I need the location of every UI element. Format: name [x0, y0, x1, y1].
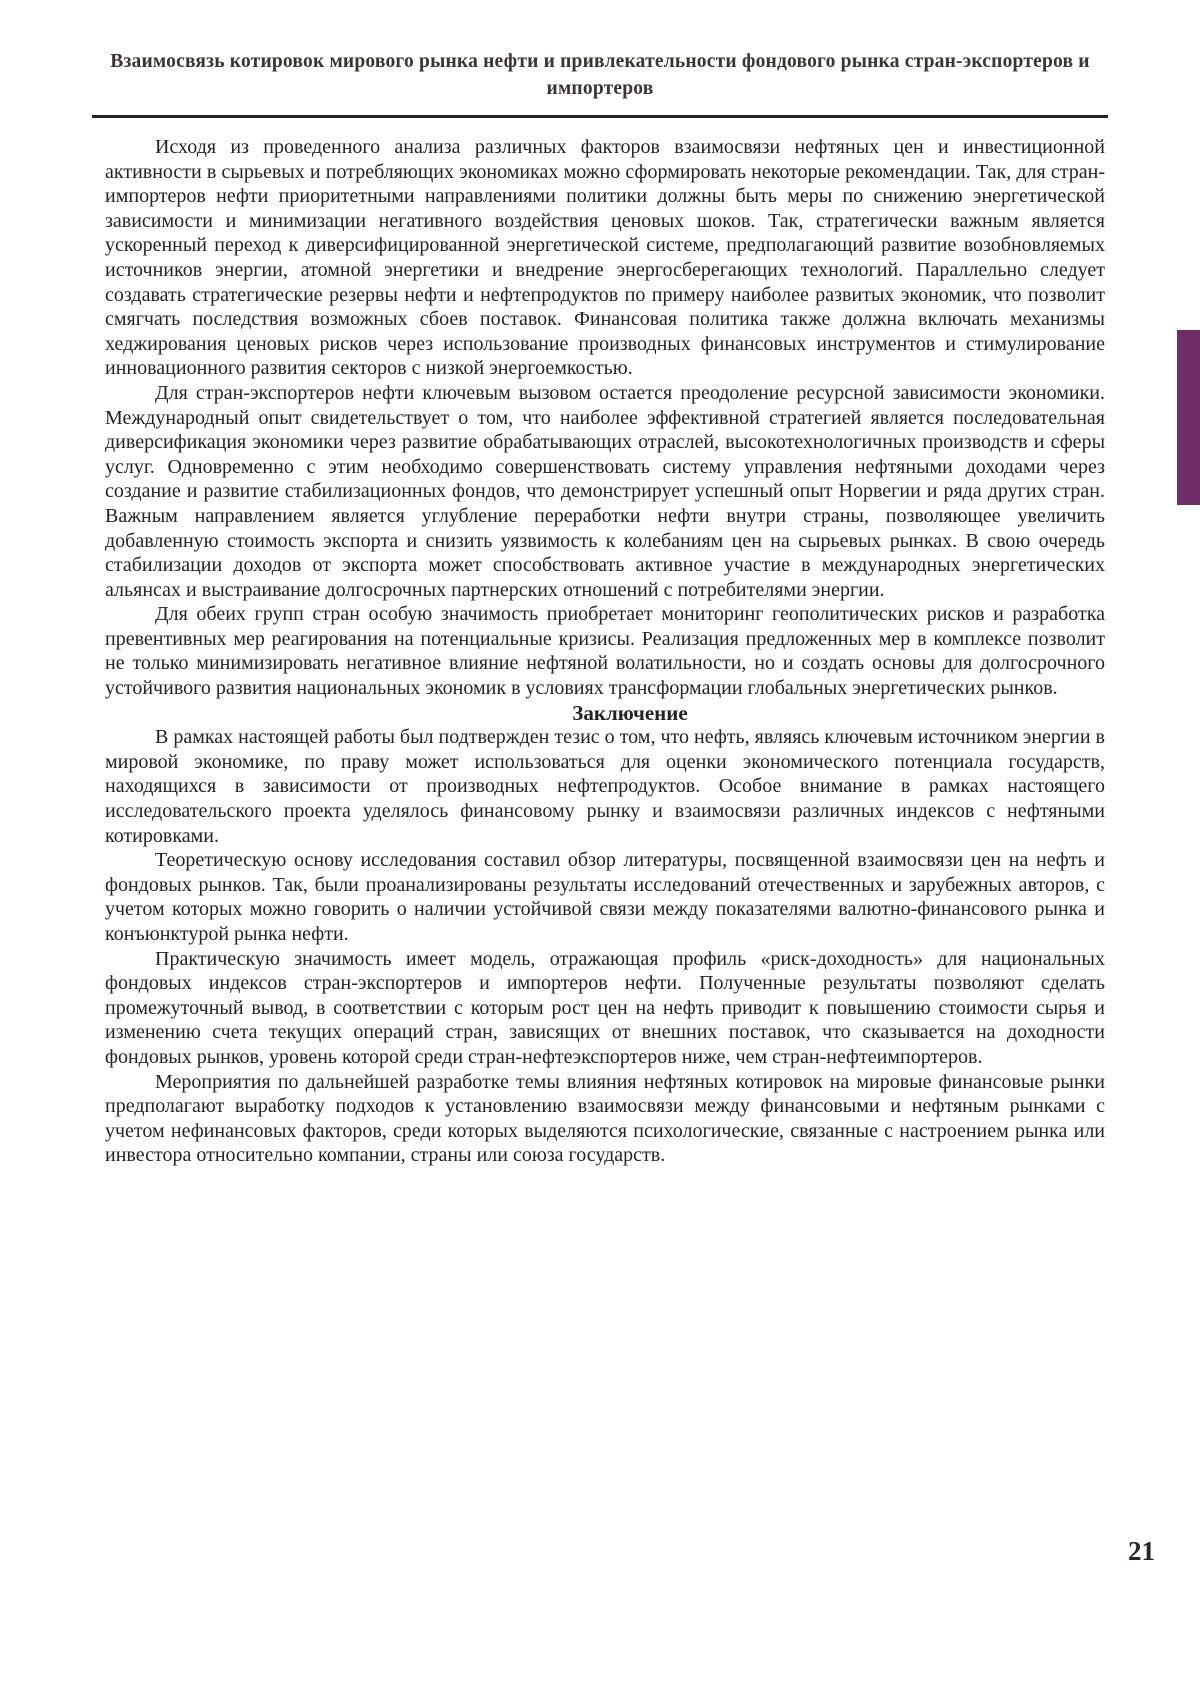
paragraph-recommendations-importers: Исходя из проведенного анализа различных факторов взаимосвязи нефтяных цен и инвестиционной активности в сырьевых и потребляющих экономиках можно сформировать некоторые рекомендации. Так, для стран-импортеров нефти приоритетными направлениями политики должны быть меры по снижению энергетической зависимости и минимизации негативного воздействия ценовых шоков. Так, стратегически важным является ускоренный переход к диверсифицированной энергетической системе, предполагающий развитие возобновляемых источников энергии, атомной энергетики и внедрение энергосберегающих технологий. Параллельно следует создавать стратегические резервы нефти и нефтепродуктов по примеру наиболее развитых экономик, что позволит смягчать последствия возможных сбоев поставок. Финансовая политика также должна включать механизмы хеджирования ценовых рисков через использование производных финансовых инструментов и стимулирование инновационного развития секторов с низкой энергоемкостью. — [105, 136, 1105, 380]
running-header-title: Взаимосвязь котировок мирового рынка нефти и привлекательности фондового рынка стран-экспортеров и импортеров — [110, 51, 1090, 99]
paragraph-conclusion-practical-model: Практическую значимость имеет модель, отражающая профиль «риск-доходность» для национальных фондовых индексов стран-экспортеров и импортеров нефти. Полученные результаты позволяют сделать промежуточный вывод, в соответствии с которым рост цен на нефть приводит к повышению стоимости сырья и изменению счета текущих операций стран, зависящих от внешних поставок, что сказывается на доходности фондовых рынков, уровень которой среди стран-нефтеэкспортеров ниже, чем стран-нефтеимпортеров. — [105, 947, 1105, 1068]
paragraph-conclusion-theory: Теоретическую основу исследования составил обзор литературы, посвященной взаимосвязи цен на нефть и фондовых рынков. Так, были проанализированы результаты исследований отечественных и зарубежных авторов, с учетом которых можно говорить о наличии устойчивой связи между показателями валютно-финансового рынка и конъюнктурой рынка нефти. — [105, 849, 1105, 945]
chapter-side-tab-marker — [1177, 330, 1200, 505]
section-heading-conclusion: Заключение — [572, 700, 688, 725]
paragraph-both-groups-monitoring: Для обеих групп стран особую значимость приобретает мониторинг геополитических рисков и разработка превентивных мер реагирования на потенциальные кризисы. Реализация предложенных мер в комплексе позволит не только минимизировать негативное влияние нефтяной волатильности, но и создать основы для долгосрочного устойчивого развития национальных экономик в условиях трансформации глобальных энергетических рынков. — [105, 603, 1105, 700]
header-divider-rule — [92, 115, 1108, 118]
paragraph-conclusion-future-work: Мероприятия по дальнейшей разработке темы влияния нефтяных котировок на мировые финансовые рынки предполагают выработку подходов к установлению взаимосвязи между финансовыми и нефтяным рынками с учетом нефинансовых факторов, среди которых выделяются психологические, связанные с настроением рынка или инвестора относительно компании, страны или союза государств. — [105, 1070, 1105, 1167]
paragraph-recommendations-exporters: Для стран-экспортеров нефти ключевым вызовом остается преодоление ресурсной зависимости экономики. Международный опыт свидетельствует о том, что наиболее эффективной стратегией является последовательная диверсификация экономики через развитие обрабатывающих отраслей, высокотехнологичных производств и сферы услуг. Одновременно с этим необходимо совершенствовать систему управления нефтяными доходами через создание и развитие стабилизационных фондов, что демонстрирует успешный опыт Норвегии и ряда других стран. Важным направлением является углубление переработки нефти внутри страны, позволяющее увеличить добавленную стоимость экспорта и снизить уязвимость к колебаниям цен на сырьевых рынках. В свою очередь стабилизации доходов от экспорта может способствовать активное участие в международных энергетических альянсах и выстраивание долгосрочных партнерских отношений с потребителями энергии. — [105, 381, 1105, 601]
page-number: 21 — [1128, 1536, 1155, 1566]
paragraph-conclusion-thesis: В рамках настоящей работы был подтвержден тезис о том, что нефть, являясь ключевым источником энергии в мировой экономике, по праву может использоваться для оценки экономического потенциала государств, находящихся в зависимости от производных нефтепродуктов. Особое внимание в рамках настоящего исследовательского проекта уделялось финансовому рынку и взаимосвязи различных индексов с нефтяными котировками. — [105, 726, 1105, 847]
page-body-text — [105, 135, 1105, 1168]
